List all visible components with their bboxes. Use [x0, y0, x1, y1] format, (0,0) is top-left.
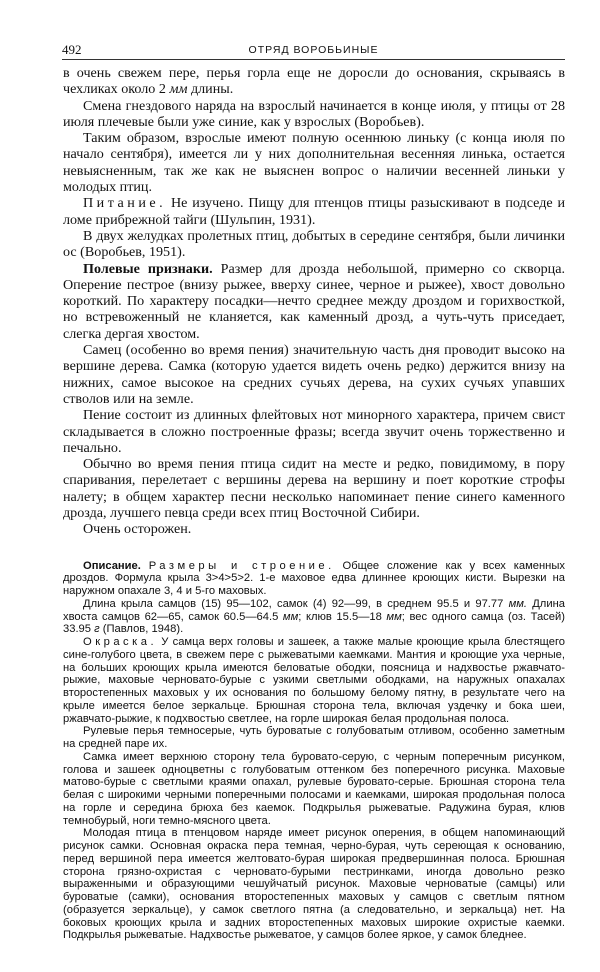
paragraph: В двух желудках пролетных птиц, добытых в середине сентября, были личинки ос (Воробьев, 1951).: [63, 227, 565, 261]
unit: г: [94, 623, 100, 636]
paragraph: Смена гнездового наряда на взрослый начинается в конце июля, у птицы от 28 июля плечевые были уже синие, как у взрослых (Воробьев).: [63, 97, 565, 130]
paragraph: Молодая птица в птенцовом наряде имеет рисунок оперения, в общем напоминающий рисунок самки. Основная окраска пера темная, черно-бурая, чуть серeющая к основанию, перед вершиной пера имеется желтовато-бурая широкая предвершинная полоса. Брюшная сторона грязно-охристая с черновато-бурыми пестринками, иногда довольно резко выраженными и образующими чешуйчатый рисунок. Маховые черноватые (самцы) или буроватые (самки), основания второстепенных маховых у самцов с светлым пятном (образуется зеркальце), у самок светлого пятна (а следовательно, и зеркальца) нет. На боковых кроющих крыла и задних второстепенных маховых широкие охристые каемки. Подкрылья рыжеватые. Надхвостье рыжеватое, у самцов более яркое, у самок бледнее.: [63, 827, 565, 942]
section-heading: Размеры и строение.: [148, 559, 335, 572]
paragraph: Обычно во время пения птица сидит на месте и редко, повидимому, в пору спаривания, перелетает с вершины дерева на вершину и поет короткие строфы налету; в общем характер песни несколько напоминает пение синего каменного дрозда, лучшего певца среди всех птиц Восточной Сибири.: [63, 456, 565, 522]
unit: мм.: [508, 597, 528, 610]
paragraph-coloration: [63, 636, 565, 725]
running-title: ОТРЯД ВОРОБЬИНЫЕ: [248, 44, 379, 56]
text: ; клюв 15.5—18: [298, 610, 387, 623]
paragraph: Самка имеет верхнюю сторону тела буровато-серую, с черным поперечным рисунком, голова и зашеек одноцветны с голубоватым оттенком без поперечного рисунка. Маховые матово-бурые с светлыми краями опахал, рулевые буровато-серые. Брюшная сторона тела белая с широкими черными поперечными полосами и каемками, широкая продольная полоса на горле и середина брюха без каемок. Подкрылья рыжеватые. Радужина бурая, клюв темнобурый, ноги темно-мясного цвета.: [63, 750, 565, 827]
paragraph-measurements: [63, 598, 565, 636]
paragraph: Пение состоит из длинных флейтовых нот минорного характера, причем свист складывается в сложно построенные фразы; всегда звучит очень торжественно и печально.: [63, 407, 565, 456]
text: У самца верх головы и зашеек, а также малые кроющие крыла блестящего сине-голубого цвета, в свежем пере с рыжеватыми каемками. Мантия и кроющие уха черные, на больших кроющих крыла имеются беловатые ободки, поясница и надхвостье ржавчато-рыжие, маховые черновато-бурые с узкими светлыми ободками, на наружных опахалах второстепенных маховых у их основания по большому белому пятну, в результате чего на крыле имеется белое зеркальце. Брюшная сторона тела, включая уздечку и бока шеи, ржавчато-рыжие, к подхвостью светлее, на горле широкая белая продольная полоса.: [63, 636, 565, 725]
section-heading: Полевые признаки.: [83, 260, 213, 277]
page-header: [62, 43, 565, 60]
unit: мм: [282, 610, 299, 623]
text: Длина крыла самцов (15) 95—102, самок (4) 92—99, в среднем 95.5 и 97.77: [83, 597, 509, 610]
paragraph: Очень осторожен.: [83, 521, 192, 538]
paragraph-description: [63, 560, 565, 598]
text: Общее сложение как у всех каменных дроздов. Формула крыла 3>4>5>2. 1-е маховое едва длиннее кроющих кисти. Вырезки на наружном опахале 3, 4 и 5-го маховых.: [63, 559, 565, 598]
section-label: Описание.: [83, 559, 141, 572]
text: ; вес одного самца (оз. Тасей) 33.95: [63, 610, 565, 636]
section-heading: Питание.: [83, 195, 167, 212]
unit: мм: [386, 610, 402, 623]
paragraph: [63, 65, 565, 98]
text: Размер для дрозда небольшой, примерно со скворца. Оперение пестрое (внизу рыжее, вверху синее, черное и рыжее), хвост довольно короткий. По характеру посадки—нечто среднее между дроздом и горихвосткой, но встревоженный не кланяется, как каменный дрозд, а чуть-чуть приседает, слегка дергая хвостом.: [63, 260, 565, 342]
text: в очень свежем пере, перья горла еще не доросли до основания, скрываясь в чехликах около 2: [63, 65, 565, 98]
paragraph: Самец (особенно во время пения) значительную часть дня проводит высоко на вершине дерева. Самка (которую удается видеть очень редко) держится внизу на нижних, самое высокое на средних сучьях дерева, на сухих сучьях упавших стволов или на земле.: [63, 342, 565, 407]
unit: мм: [169, 81, 188, 98]
text: Не изучено. Пищу для птенцов птицы разыскивают в подседе и ломе прибрежной тайги (Шульпин, 1931).: [63, 195, 565, 228]
paragraph: Рулевые перья темносерые, чуть буроватые с голубоватым отливом, особенно заметным на средней паре их.: [63, 725, 565, 751]
description-section: [63, 560, 565, 943]
section-heading: Окраска.: [83, 636, 158, 649]
text: длины.: [187, 81, 234, 98]
paragraph-feeding: [63, 195, 565, 228]
page-number: 492: [62, 42, 82, 57]
main-text: [63, 65, 565, 538]
paragraph-field-marks: [63, 261, 565, 342]
text: (Павлов, 1948).: [99, 623, 184, 636]
text: Длина хвоста самцов 62—65, самок 60.5—64.5: [63, 597, 565, 623]
paragraph: Таким образом, взрослые имеют полную осеннюю линьку (с конца июля по начало сентября), имеется ли у них дополнительная весенняя линька, остается невыясненным, так же как не выяснен вопрос о наличии весенней линьки у молодых птиц.: [63, 130, 565, 196]
